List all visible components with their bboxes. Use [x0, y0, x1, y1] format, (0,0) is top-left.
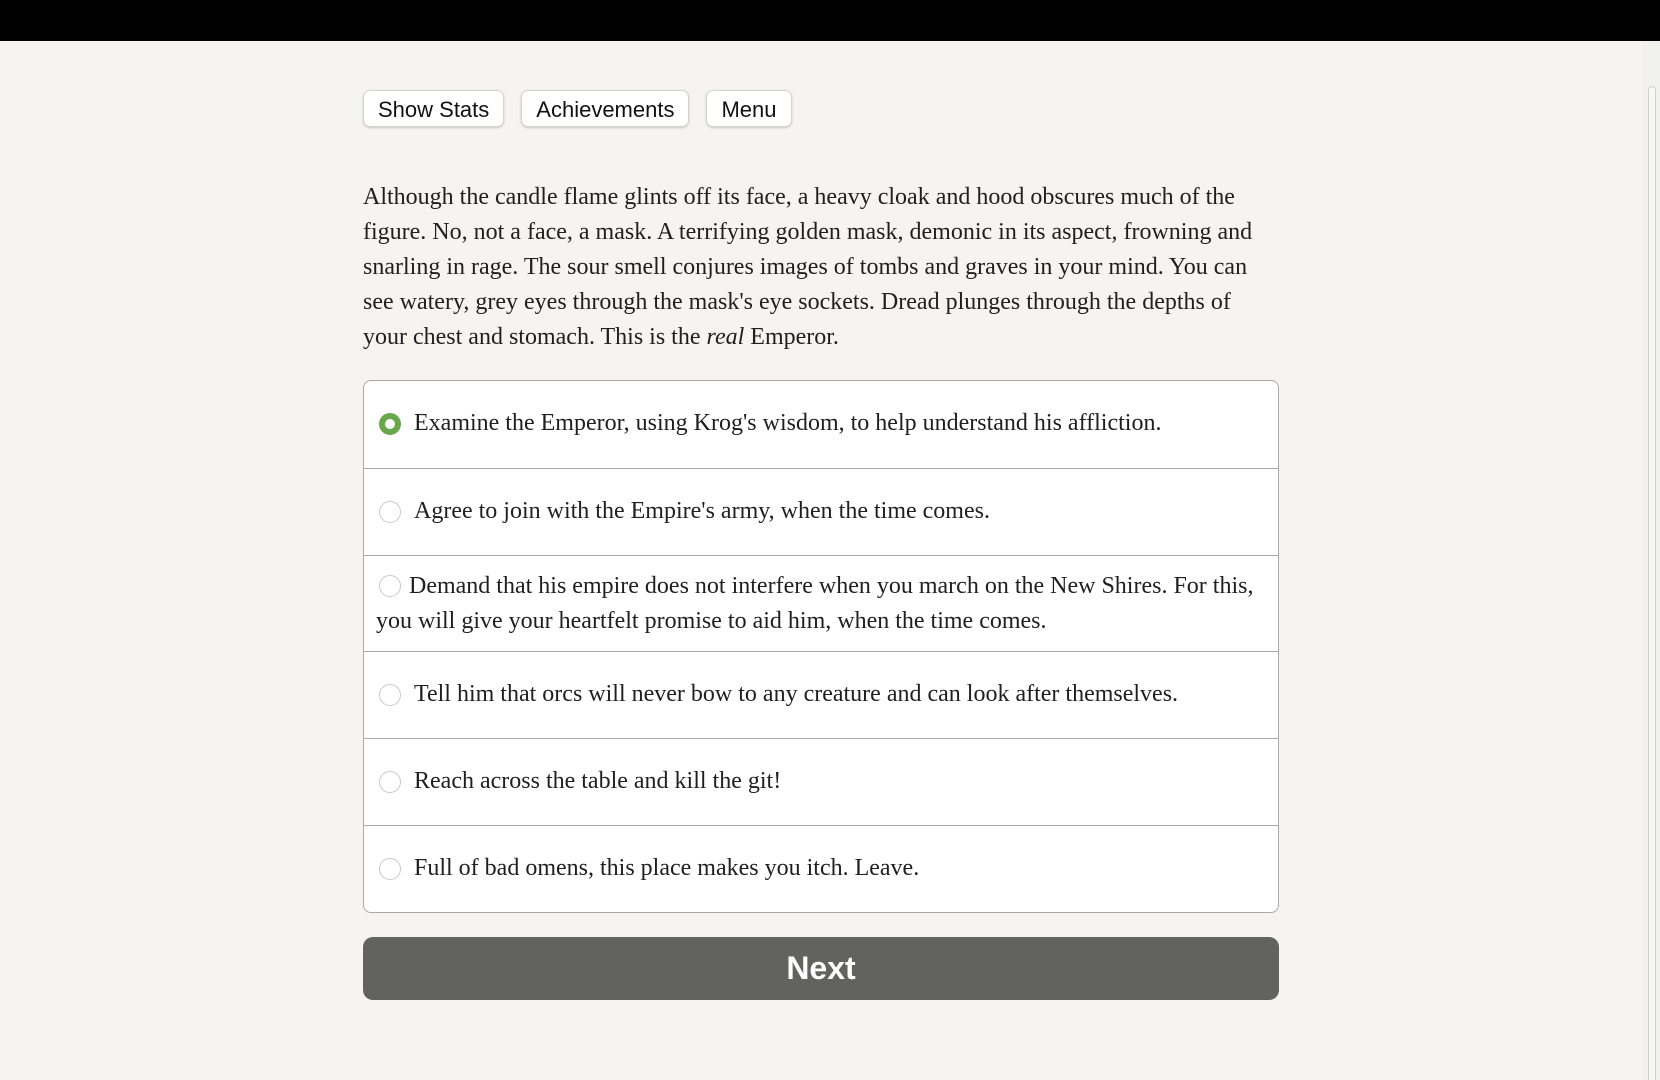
choice-option[interactable] — [364, 381, 1278, 468]
scrollbar[interactable] — [1642, 41, 1660, 1080]
story-text — [363, 180, 1279, 355]
radio-icon[interactable] — [379, 575, 401, 597]
choice-label: Tell him that orcs will never bow to any creature and can look after themselves. — [414, 681, 1179, 707]
menu-button[interactable]: Menu — [706, 90, 791, 127]
top-black-bar — [0, 0, 1660, 41]
next-button[interactable]: Next — [363, 937, 1279, 1000]
radio-selected-icon[interactable] — [379, 413, 401, 435]
choice-label: Examine the Emperor, using Krog's wisdom, to help understand his affliction. — [414, 410, 1162, 436]
radio-icon[interactable] — [379, 858, 401, 880]
choice-label: Full of bad omens, this place makes you itch. Leave. — [414, 855, 920, 881]
achievements-button[interactable]: Achievements — [521, 90, 689, 127]
radio-icon[interactable] — [379, 501, 401, 523]
choice-option[interactable] — [364, 651, 1278, 738]
main-content — [363, 90, 1279, 1000]
radio-icon[interactable] — [379, 684, 401, 706]
scrollbar-thumb[interactable] — [1648, 86, 1656, 1080]
choice-option[interactable] — [364, 738, 1278, 825]
choice-label: Demand that his empire does not interfere when you march on the New Shires. For this, you will give your heartfelt promise to aid him, when the time comes. — [376, 573, 1254, 634]
choice-option[interactable] — [364, 825, 1278, 912]
story-text-end: Emperor. — [744, 324, 839, 350]
choice-option[interactable] — [364, 555, 1278, 651]
radio-icon[interactable] — [379, 771, 401, 793]
choice-list — [363, 380, 1279, 913]
choice-label: Reach across the table and kill the git! — [414, 768, 782, 794]
show-stats-button[interactable]: Show Stats — [363, 90, 504, 127]
story-text-main: Although the candle flame glints off its face, a heavy cloak and hood obscures much of the figure. No, not a face, a mask. A terrifying golden mask, demonic in its aspect, frowning and snarling in rage. The sour smell conjures images of tombs and graves in your mind. You can see watery, grey eyes through the mask's eye sockets. Dread plunges through the depths of your chest and stomach. This is the — [363, 184, 1253, 350]
header-buttons — [363, 90, 1279, 128]
choice-label: Agree to join with the Empire's army, when the time comes. — [414, 498, 990, 524]
story-text-emphasis: real — [706, 324, 745, 350]
choice-option[interactable] — [364, 468, 1278, 555]
